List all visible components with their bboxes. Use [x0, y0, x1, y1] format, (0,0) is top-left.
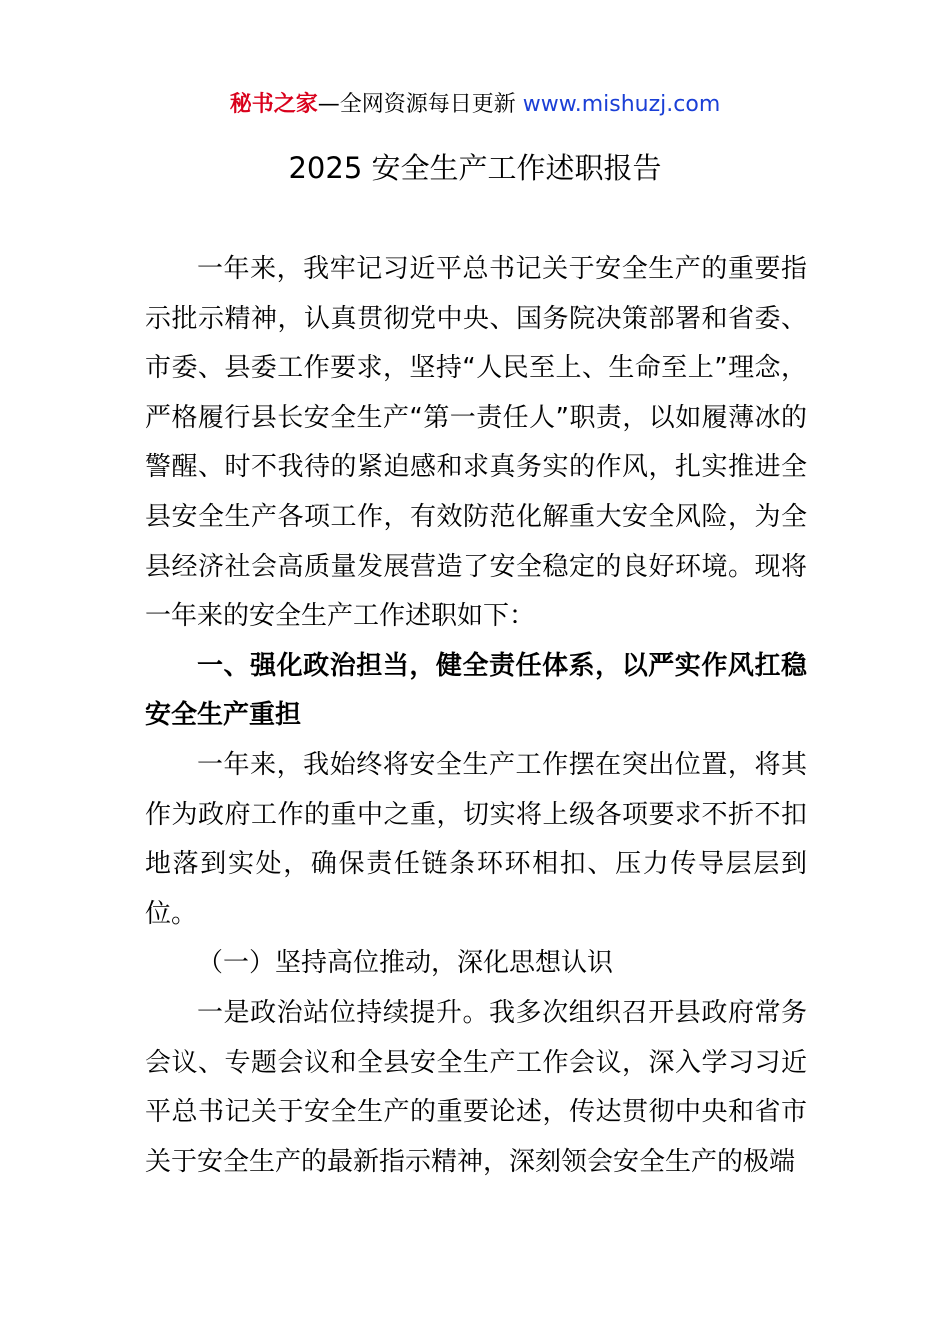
section-heading-1: 一、强化政治担当，健全责任体系，以严实作风扛稳安全生产重担 — [145, 650, 807, 731]
subsection-heading-1: （一）坚持高位推动，深化思想认识 — [197, 948, 614, 979]
paragraph-section-1: 一年来，我始终将安全生产工作摆在突出位置，将其作为政府工作的重中之重，切实将上级各项要求不折不扣地落到实处，确保责任链条环环相扣、压力传导层层到位。 — [145, 749, 807, 929]
paragraph-intro: 一年来，我牢记习近平总书记关于安全生产的重要指示批示精神，认真贯彻党中央、国务院决策部署和省委、市委、县委工作要求，坚持“人民至上、生命至上”理念，严格履行县长安全生产“第一责任人”职责，以如履薄冰的警醒、时不我待的紧迫感和求真务实的作风，扎实推进全县安全生产各项工作，有效防范化解重大安全风险，为全县经济社会高质量发展营造了安全稳定的良好环境。现将一年来的安全生产工作述职如下： — [145, 254, 807, 632]
brand-name: 秘书之家 — [229, 92, 318, 117]
header-slogan: —全网资源每日更新 — [317, 92, 523, 117]
document-title: 2025 安全生产工作述职报告 — [288, 151, 662, 185]
site-url-link[interactable]: www.mishuzj.com — [522, 92, 721, 117]
paragraph-subsection-1: 一是政治站位持续提升。我多次组织召开县政府常务会议、专题会议和全县安全生产工作会议，深入学习习近平总书记关于安全生产的重要论述，传达贯彻中央和省市关于安全生产的最新指示精神，深刻领会安全生产的极端 — [145, 997, 807, 1177]
site-header — [0, 88, 950, 122]
document-body — [145, 245, 807, 1187]
